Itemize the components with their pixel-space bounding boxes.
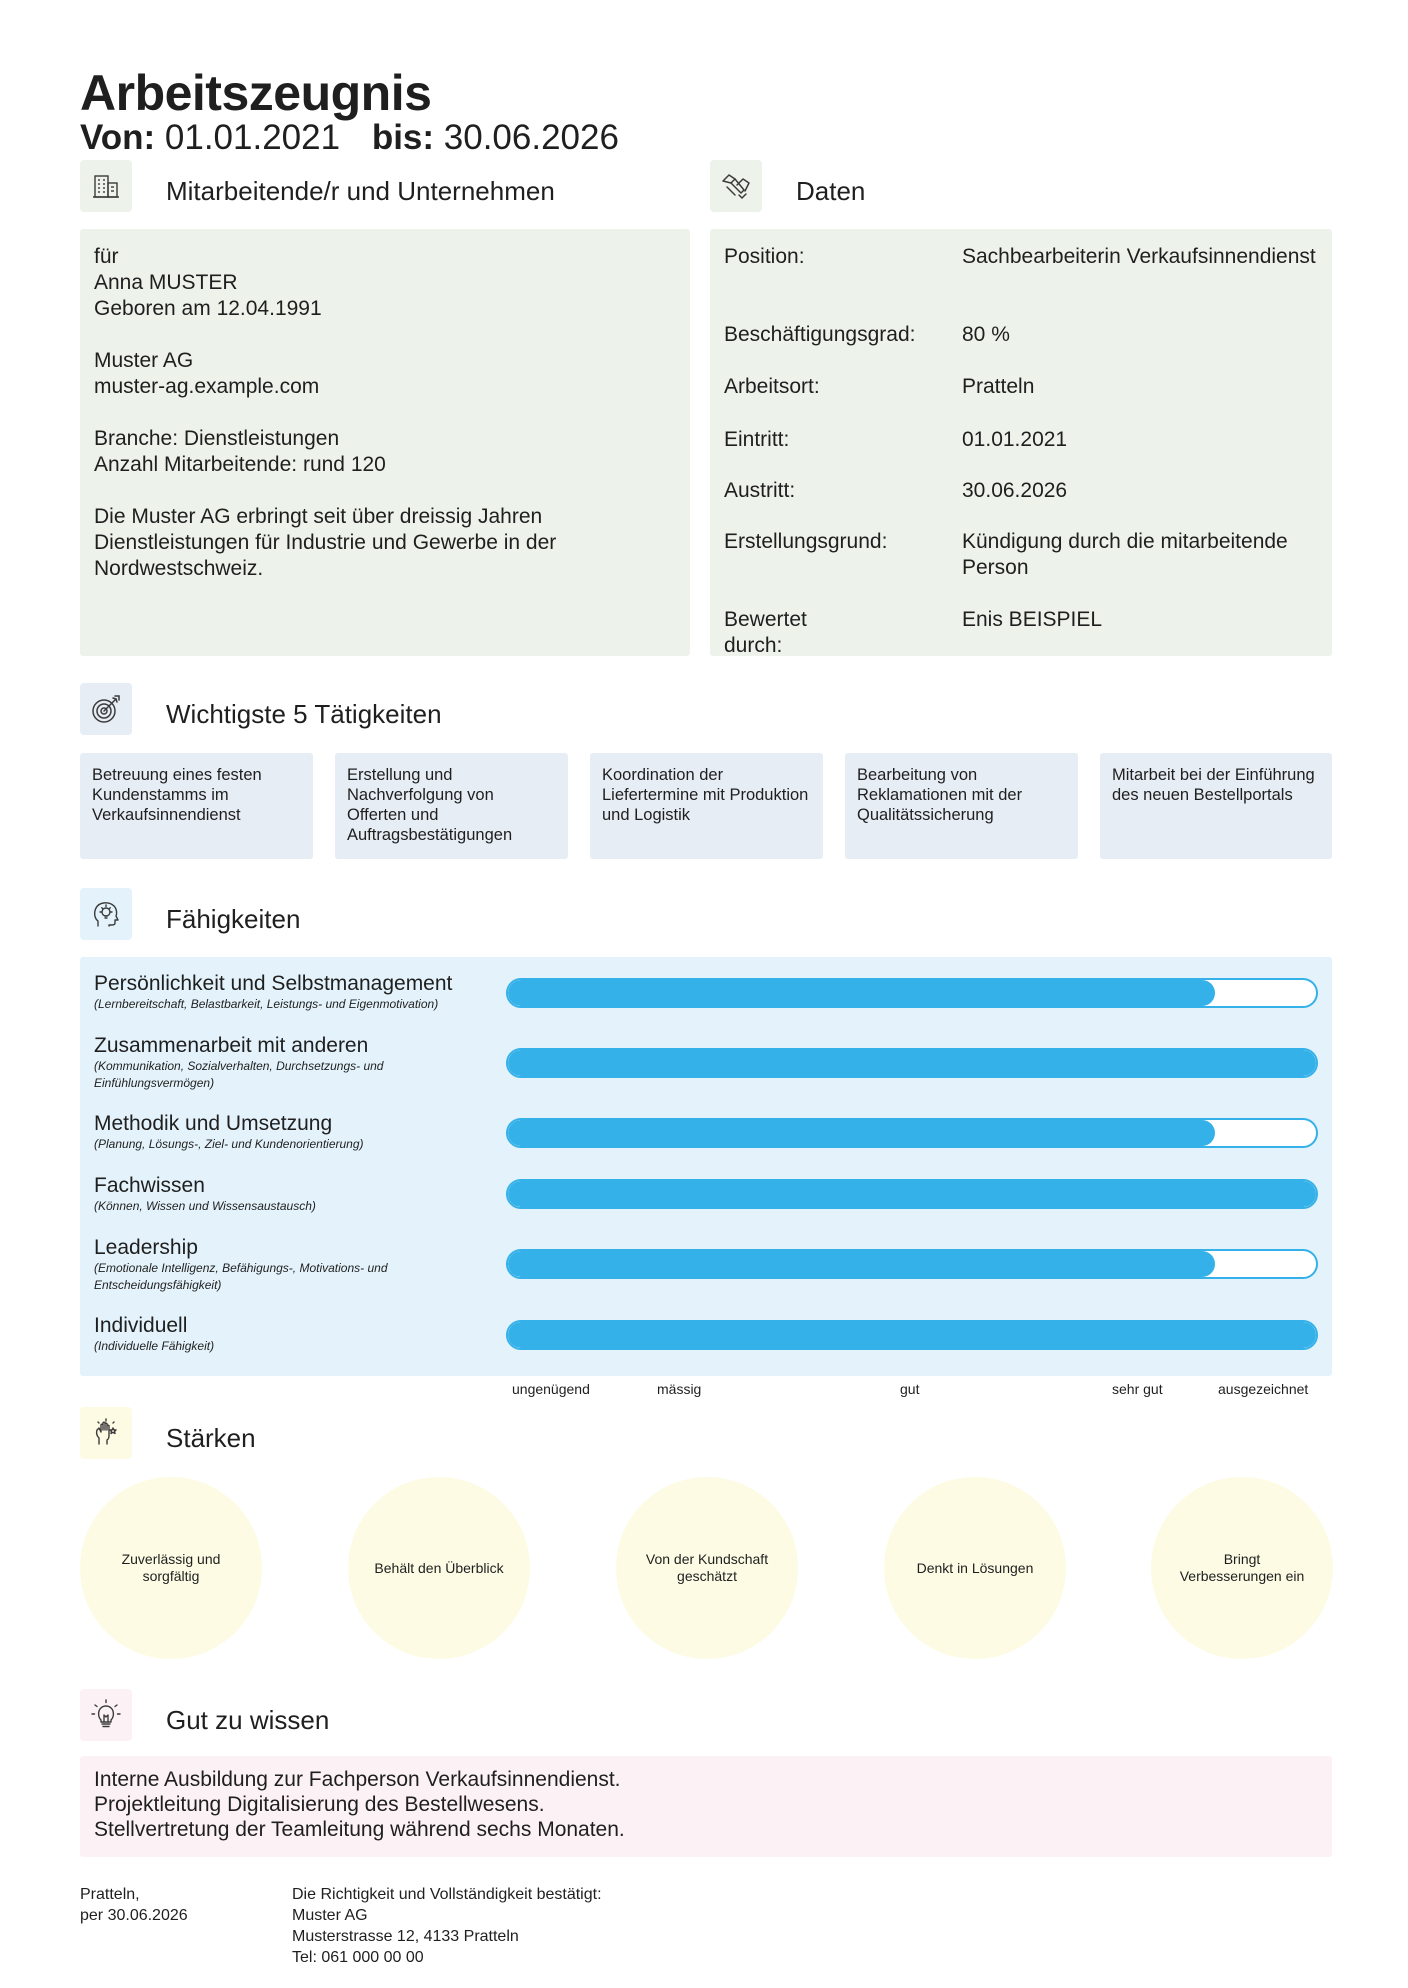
good-to-know-line: Stellvertretung der Teamleitung während sechs Monaten. <box>94 1818 625 1841</box>
period-from: 01.01.2021 <box>164 118 341 157</box>
data-value: Sachbearbeiterin Verkaufsinnendienst <box>962 245 1316 268</box>
strengths-section-title: Stärken <box>166 1423 256 1453</box>
data-section-header <box>710 160 1310 212</box>
good-to-know-line: Interne Ausbildung zur Fachperson Verkaufsinnendienst. <box>94 1768 621 1791</box>
skill-detail: (Emotionale Intelligenz, Befähigungs-, Motivations- und Entscheidungsfähigkeit) <box>94 1261 388 1292</box>
data-value: 01.01.2021 <box>962 428 1068 451</box>
good-to-know-text <box>94 1767 625 1842</box>
period-to: 30.06.2026 <box>443 118 619 157</box>
skill-bar-fill <box>508 1251 1215 1277</box>
scale-label-ausgezeichnet: ausgezeichnet <box>1218 1381 1309 1397</box>
skills-section-header <box>80 888 680 940</box>
footer-place: Pratteln, <box>80 1886 140 1903</box>
strengths-section-header <box>80 1407 680 1459</box>
data-label: Position: <box>724 245 805 268</box>
good-to-know-section-title: Gut zu wissen <box>166 1705 330 1735</box>
footer-place-date <box>80 1884 188 1926</box>
good-to-know-section-header <box>80 1689 680 1741</box>
footer-date: per 30.06.2026 <box>80 1907 188 1924</box>
employee-section-header <box>80 160 680 212</box>
scale-label-sehr-gut: sehr gut <box>1112 1381 1163 1397</box>
data-value: 30.06.2026 <box>962 479 1068 502</box>
skill-detail: (Planung, Lösungs-, Ziel- und Kundenorientierung) <box>94 1137 364 1151</box>
task-card-3: Koordination der Liefertermine mit Produktion und Logistik <box>590 753 823 859</box>
skill-bar-fill <box>508 1050 1316 1076</box>
employee-born: Geboren am 12.04.1991 <box>94 297 322 320</box>
handshake-icon <box>710 160 762 212</box>
skill-bar-track <box>506 1179 1318 1209</box>
data-label: Beschäftigungsgrad: <box>724 323 916 346</box>
skill-name: Leadership <box>94 1236 198 1259</box>
scale-label-gut: gut <box>900 1381 920 1397</box>
data-value: Kündigung durch die mitarbeitende Person <box>962 530 1288 579</box>
footer-company: Muster AG <box>292 1907 368 1924</box>
data-label: Eintritt: <box>724 428 790 451</box>
company-branche: Branche: Dienstleistungen <box>94 427 340 450</box>
target-icon <box>80 683 132 735</box>
scale-label-ungenuegend: ungenügend <box>512 1381 590 1397</box>
company-website: muster-ag.example.com <box>94 375 320 398</box>
task-card-2: Erstellung und Nachverfolgung von Offerten und Auftragsbestätigungen <box>335 753 568 859</box>
employee-info <box>94 244 654 582</box>
task-card-5: Mitarbeit bei der Einführung des neuen Bestellportals <box>1100 753 1332 859</box>
task-card-4: Bearbeitung von Reklamationen mit der Qualitätssicherung <box>845 753 1078 859</box>
skill-name: Zusammenarbeit mit anderen <box>94 1034 369 1057</box>
fuer-line: für <box>94 245 119 268</box>
good-to-know-line: Projektleitung Digitalisierung des Bestellwesens. <box>94 1793 545 1816</box>
skill-bar-track <box>506 1118 1318 1148</box>
document-title: Arbeitszeugnis <box>80 65 432 121</box>
skill-detail: (Individuelle Fähigkeit) <box>94 1339 215 1353</box>
skill-bar-fill <box>508 1181 1316 1207</box>
skill-bar-track <box>506 978 1318 1008</box>
data-value: 80 % <box>962 323 1010 346</box>
skill-detail: (Kommunikation, Sozialverhalten, Durchsetzungs- und Einfühlungsvermögen) <box>94 1059 384 1090</box>
tasks-section-title: Wichtigste 5 Tätigkeiten <box>166 699 442 729</box>
footer-confirm-text: Die Richtigkeit und Vollständigkeit bestätigt: <box>292 1886 602 1903</box>
skill-bar-fill <box>508 980 1215 1006</box>
skill-name: Individuell <box>94 1314 188 1337</box>
strength-bubble: Bringt Verbesserungen ein <box>1151 1477 1333 1659</box>
employment-period <box>80 118 619 158</box>
skill-name: Methodik und Umsetzung <box>94 1112 333 1135</box>
employee-section-title: Mitarbeitende/r und Unternehmen <box>166 176 555 206</box>
company-description: Die Muster AG erbringt seit über dreissig Jahren Dienstleistungen für Industrie und Gewerbe in der Nordwestschweiz. <box>94 505 557 580</box>
strength-bubble: Zuverlässig und sorgfältig <box>80 1477 262 1659</box>
period-to-label: bis: <box>371 118 435 157</box>
footer-address: Musterstrasse 12, 4133 Pratteln <box>292 1928 519 1945</box>
period-from-label: Von: <box>80 118 156 157</box>
strength-bubble: Behält den Überblick <box>348 1477 530 1659</box>
skill-bar-track <box>506 1048 1318 1078</box>
data-label: Bewertet durch: <box>724 608 807 657</box>
scale-label-maessig: mässig <box>657 1381 702 1397</box>
data-value: Enis BEISPIEL <box>962 608 1103 631</box>
building-icon <box>80 160 132 212</box>
footer-confirmation <box>292 1884 602 1968</box>
skill-name: Persönlichkeit und Selbstmanagement <box>94 972 453 995</box>
strength-bubble: Denkt in Lösungen <box>884 1477 1066 1659</box>
hand-star-icon <box>80 1407 132 1459</box>
skill-bar-fill <box>508 1322 1316 1348</box>
data-value: Pratteln <box>962 375 1035 398</box>
data-label: Austritt: <box>724 479 796 502</box>
skill-detail: (Lernbereitschaft, Belastbarkeit, Leistungs- und Eigenmotivation) <box>94 997 439 1011</box>
skill-bar-track <box>506 1320 1318 1350</box>
skills-section-title: Fähigkeiten <box>166 904 301 934</box>
tasks-section-header <box>80 683 680 735</box>
strength-bubble: Von der Kundschaft geschätzt <box>616 1477 798 1659</box>
footer-phone: Tel: 061 000 00 00 <box>292 1949 424 1966</box>
skills-box <box>80 957 1332 1376</box>
employee-name: Anna MUSTER <box>94 271 238 294</box>
data-label: Erstellungsgrund: <box>724 530 888 553</box>
skill-bar-fill <box>508 1120 1215 1146</box>
skill-name: Fachwissen <box>94 1174 205 1197</box>
data-label: Arbeitsort: <box>724 375 820 398</box>
company-name: Muster AG <box>94 349 194 372</box>
head-lightbulb-icon <box>80 888 132 940</box>
skill-detail: (Können, Wissen und Wissensaustausch) <box>94 1199 316 1213</box>
company-staff: Anzahl Mitarbeitende: rund 120 <box>94 453 386 476</box>
task-card-1: Betreuung eines festen Kundenstamms im Verkaufsinnendienst <box>80 753 313 859</box>
data-section-title: Daten <box>796 176 866 206</box>
lightbulb-icon <box>80 1689 132 1741</box>
skill-bar-track <box>506 1249 1318 1279</box>
